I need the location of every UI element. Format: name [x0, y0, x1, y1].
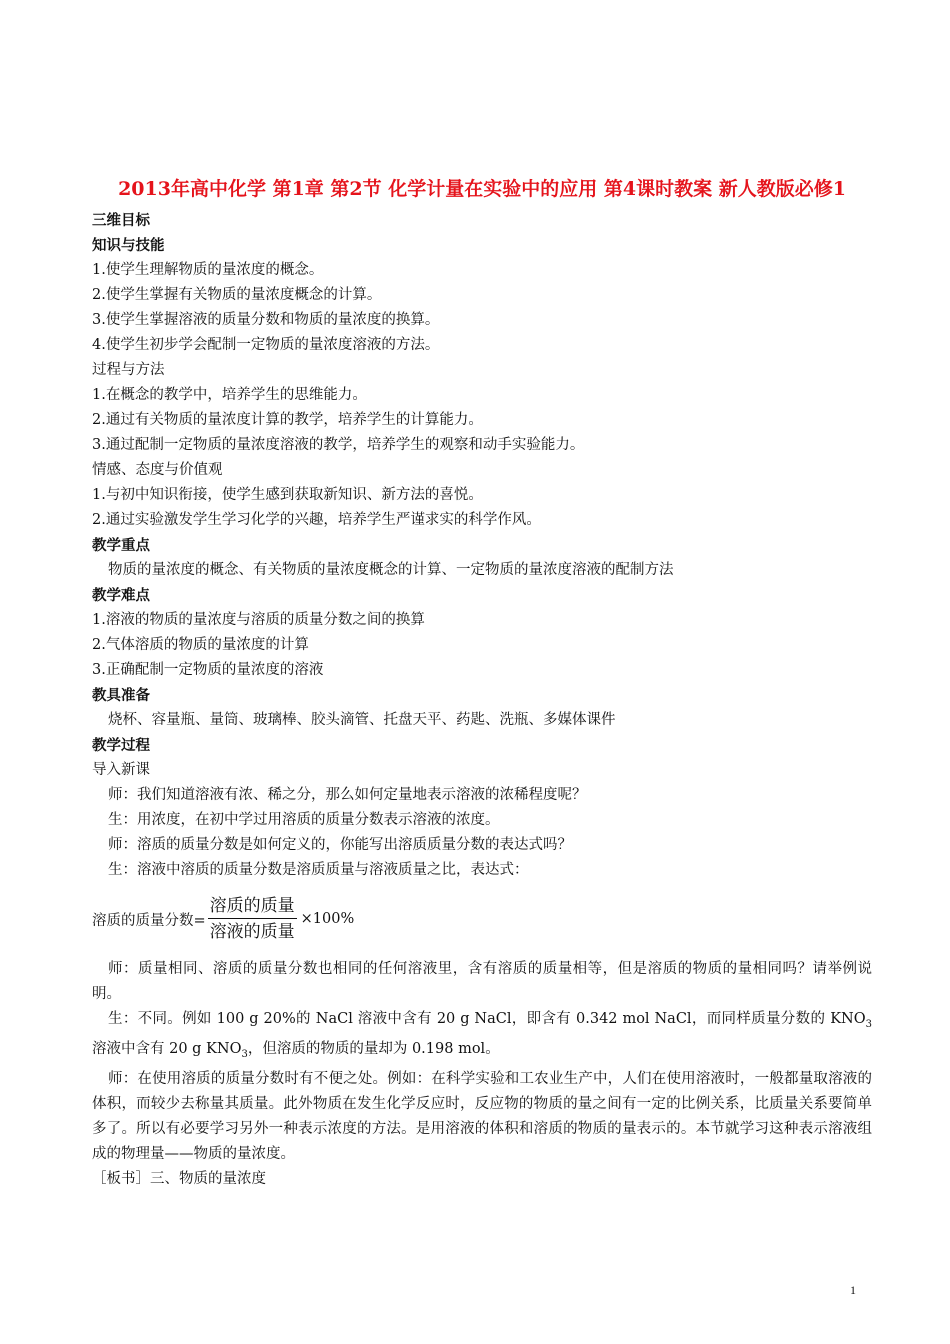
list-item: 3.使学生掌握溶液的质量分数和物质的量浓度的换算。	[92, 312, 440, 328]
list-item: 1.使学生理解物质的量浓度的概念。	[92, 262, 324, 278]
paragraph: 师：质量相同、溶质的质量分数也相同的任何溶液里，含有溶质的质量相等，但是溶质的物质的量相同吗？请举例说明。	[92, 961, 872, 1002]
list-item: 1.在概念的教学中，培养学生的思维能力。	[92, 387, 367, 403]
dialogue-line: 生：溶液中溶质的质量分数是溶质质量与溶液质量之比，表达式：	[108, 862, 529, 878]
paragraph-text: ，但溶质的物质的量却为 0.198 mol。	[247, 1040, 500, 1057]
emotion-heading: 情感、态度与价值观	[92, 462, 223, 478]
formula-fraction	[208, 894, 297, 945]
paragraph	[92, 1007, 872, 1067]
knowledge-heading: 知识与技能	[92, 237, 165, 254]
list-item: 2.通过有关物质的量浓度计算的教学，培养学生的计算能力。	[92, 412, 483, 428]
dialogue-line: 师：我们知道溶液有浓、稀之分，那么如何定量地表示溶液的浓稀程度呢？	[108, 787, 587, 803]
document-title: 2013年高中化学 第1章 第2节 化学计量在实验中的应用 第4课时教案 新人教版必修1	[118, 178, 846, 200]
formula-lhs: 溶质的质量分数=	[92, 912, 206, 929]
list-item: 1.与初中知识衔接，使学生感到获取新知识、新方法的喜悦。	[92, 487, 483, 503]
formula-suffix: ×100%	[300, 911, 355, 927]
list-item: 4.使学生初步学会配制一定物质的量浓度溶液的方法。	[92, 337, 440, 353]
subscript: 3	[865, 1018, 872, 1030]
tools-text: 烧杯、容量瓶、量筒、玻璃棒、胶头滴管、托盘天平、药匙、洗瓶、多媒体课件	[108, 712, 616, 728]
list-item: 3.通过配制一定物质的量浓度溶液的教学，培养学生的观察和动手实验能力。	[92, 437, 585, 453]
list-item: 1.溶液的物质的量浓度与溶质的质量分数之间的换算	[92, 612, 425, 628]
mass-fraction-formula	[92, 893, 872, 945]
dialogue-line: 生：用浓度，在初中学过用溶质的质量分数表示溶液的浓度。	[108, 812, 500, 828]
page-number: 1	[850, 1283, 856, 1297]
tools-heading: 教具准备	[92, 687, 150, 704]
paragraph-text: 生：不同。例如 100 g 20%的 NaCl 溶液中含有 20 g NaCl，即含有 0.342 mol NaCl，而同样质量分数的 KNO	[108, 1011, 866, 1027]
teaching-process-heading: 教学过程	[92, 737, 150, 754]
board-note: ［板书］三、物质的量浓度	[92, 1170, 266, 1187]
paragraph-text: 溶液中含有 20 g KNO	[92, 1040, 242, 1057]
intro-heading: 导入新课	[92, 762, 150, 778]
formula-denominator: 溶液的质量	[209, 921, 295, 942]
document-page	[92, 176, 872, 1192]
dialogue-line: 师：溶质的质量分数是如何定义的，你能写出溶质质量分数的表达式吗？	[108, 837, 572, 853]
list-item: 2.通过实验激发学生学习化学的兴趣，培养学生严谨求实的科学作风。	[92, 512, 541, 528]
list-item: 3.正确配制一定物质的量浓度的溶液	[92, 662, 324, 678]
goals-heading: 三维目标	[92, 212, 150, 229]
list-item: 2.气体溶质的物质的量浓度的计算	[92, 637, 309, 653]
paragraph: 师：在使用溶质的质量分数时有不便之处。例如：在科学实验和工农业生产中，人们在使用溶液时，一般都量取溶液的体积，而较少去称量其质量。此外物质在发生化学反应时，反应物的物质的量之间有一定的比例关系，比质量关系要简单多了。所以有必要学习另外一种表示浓度的方法。是用溶液的体积和溶质的物质的量表示的。本节就学习这种表示溶液组成的物理量——物质的量浓度。	[92, 1070, 872, 1162]
process-heading: 过程与方法	[92, 362, 165, 378]
list-item: 2.使学生掌握有关物质的量浓度概念的计算。	[92, 287, 382, 303]
key-text: 物质的量浓度的概念、有关物质的量浓度概念的计算、一定物质的量浓度溶液的配制方法	[108, 562, 674, 578]
subscript: 3	[241, 1048, 248, 1060]
formula-numerator: 溶质的质量	[208, 894, 297, 919]
difficulty-heading: 教学难点	[92, 587, 150, 604]
key-heading: 教学重点	[92, 537, 150, 554]
